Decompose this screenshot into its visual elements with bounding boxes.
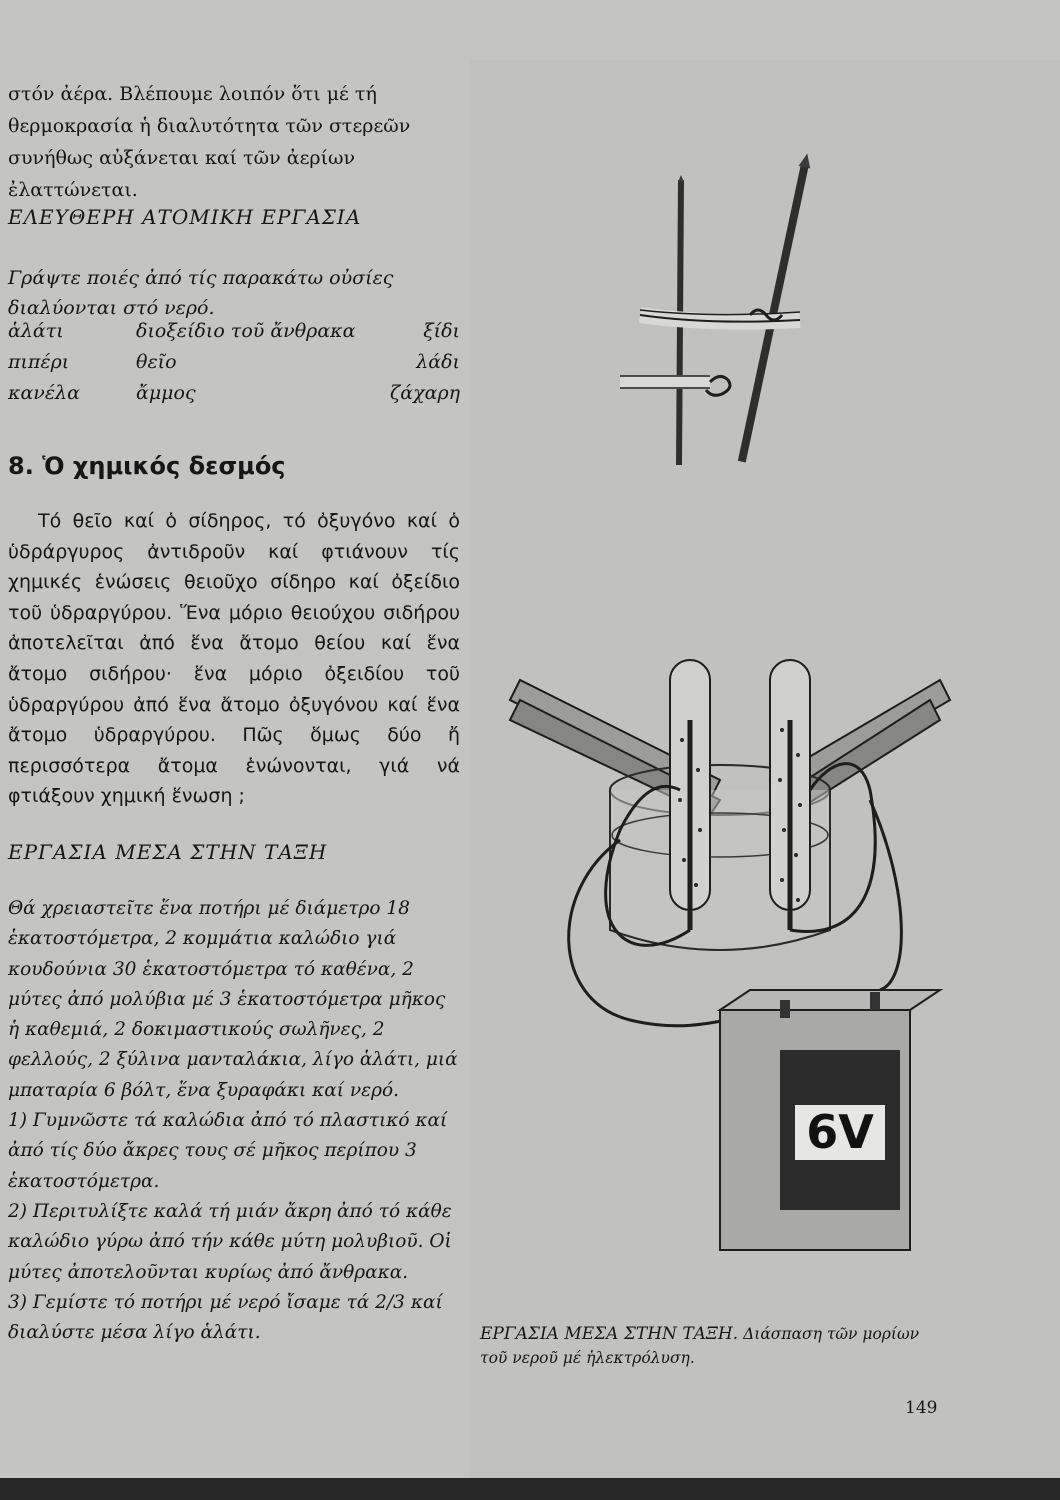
class-work-body <box>8 894 460 1348</box>
scan-edge <box>0 1478 1060 1500</box>
page-number: 149 <box>905 1398 938 1418</box>
materials-list: Θά χρειαστεῖτε ἕνα ποτήρι μέ διάμετρο 18 ἑκατοστόμετρα, 2 κομμάτια καλώδιο γιά κουδούνια 30 ἑκατοστόμετρα τό καθένα, 2 μύτες ἀπό μολύβια μέ 3 ἑκατοστόμετρα μῆκος ἡ καθεμιά, 2 δοκιμαστικούς σωλῆνες, 2 φελλούς, 2 ξύλινα μανταλάκια, λίγο ἁλάτι, μιά μπαταρία 6 βόλτ, ἕνα ξυραφάκι καί νερό. <box>8 898 458 1101</box>
substance-row <box>8 320 460 351</box>
battery-label: 6V <box>806 1105 874 1159</box>
substance-row <box>8 351 460 382</box>
substance-item: διοξείδιο τοῦ ἄνθρακα <box>136 320 356 342</box>
caption-lead: ΕΡΓΑΣΙΑ ΜΕΣΑ ΣΤΗΝ ΤΑΞΗ. <box>480 1324 739 1344</box>
substance-item: ἁλάτι <box>8 320 64 342</box>
class-work-heading: ΕΡΓΑΣΙΑ ΜΕΣΑ ΣΤΗΝ ΤΑΞΗ <box>8 840 328 864</box>
step-item: 1) Γυμνῶστε τά καλώδια ἀπό τό πλαστικό καί ἀπό τίς δύο ἄκρες τους σέ μῆκος περίπου 3 ἑκατοστόμετρα. <box>8 1110 448 1192</box>
substance-item: πιπέρι <box>8 351 70 373</box>
section-body: Τό θεῖο καί ὁ σίδηρος, τό ὀξυγόνο καί ὁ ὑδράργυρος ἀντιδροῦν καί φτιάνουν τίς χημικές ἑνώσεις θειοῦχο σίδηρο καί ὀξείδιο τοῦ ὑδραργύρου. Ἕνα μόριο θειούχου σιδήρου ἀποτελεῖται ἀπό ἕνα ἄτομο θείου καί ἕνα ἄτομο σιδήρου· ἕνα μόριο ὀξειδίου τοῦ ὑδραργύρου ἀπό ἕνα ἄτομο ὀξυγόνου καί ἕνα ἄτομο ὑδραργύρου. Πῶς ὅμως δύο ἤ περισσότερα ἄτομα ἑνώνονται, γιά νά φτιάξουν χημική ἕνωση ; <box>8 510 460 808</box>
substance-item: ζάχαρη <box>389 382 460 404</box>
intro-paragraph: στόν ἀέρα. Βλέπουμε λοιπόν ὅτι μέ τή θερμοκρασία ἡ διαλυτότητα τῶν στερεῶν συνήθως αὐξάνεται καί τῶν ἀερίων ἐλαττώνεται. <box>8 83 411 201</box>
substance-item: ἄμμος <box>136 382 196 404</box>
substance-item: ξίδι <box>423 320 460 342</box>
substance-item: λάδι <box>416 351 460 373</box>
figure-caption <box>480 1322 950 1370</box>
section-title: 8. Ὁ χημικός δεσμός <box>8 452 286 480</box>
pencil-leads-illustration <box>600 120 800 490</box>
substance-row <box>8 382 460 413</box>
substance-list <box>8 320 460 413</box>
electrolysis-illustration <box>490 640 950 1280</box>
substance-item: θεῖο <box>136 351 177 373</box>
step-item: 2) Περιτυλίξτε καλά τή μιάν ἄκρη ἀπό τό κάθε καλώδιο γύρω ἀπό τήν κάθε μύτη μολυβιοῦ. Οἱ μύτες ἀποτελοῦνται κυρίως ἀπό ἄνθρακα. <box>8 1200 452 1283</box>
independent-work-heading: ΕΛΕΥΘΕΡΗ ΑΤΟΜΙΚΗ ΕΡΓΑΣΙΑ <box>8 205 362 229</box>
caption-text: Διάσπαση τῶν μορίων τοῦ νεροῦ μέ ἠλεκτρόλυση. <box>480 1325 920 1367</box>
independent-work-prompt: Γράψτε ποιές ἀπό τίς παρακάτω οὐσίες διαλύονται στό νερό. <box>8 267 394 319</box>
substance-item: κανέλα <box>8 382 80 404</box>
step-item: 3) Γεμίστε τό ποτήρι μέ νερό ἴσαμε τά 2/3 καί διαλύστε μέσα λίγο ἁλάτι. <box>8 1291 443 1344</box>
